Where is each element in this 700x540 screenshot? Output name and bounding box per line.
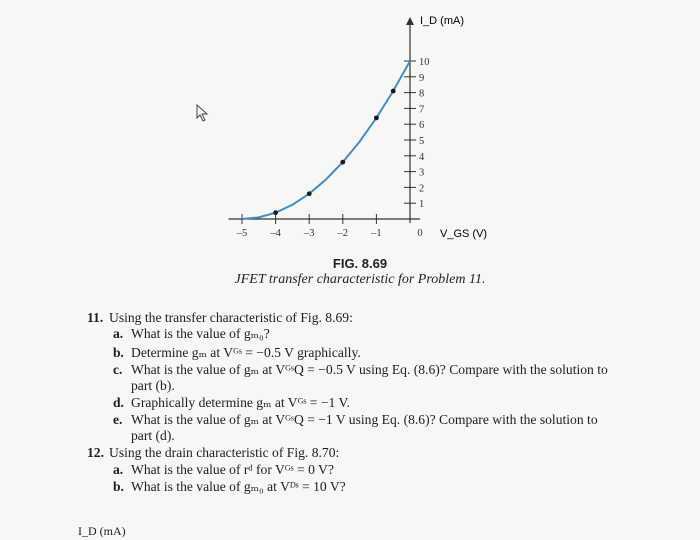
y-axis-ticks bbox=[404, 57, 430, 210]
x-tick-label: –3 bbox=[303, 228, 315, 239]
y-tick-label: 4 bbox=[419, 151, 425, 163]
subpart-letter: d. bbox=[113, 395, 124, 410]
y-tick-label: 9 bbox=[419, 72, 425, 84]
problem-11e bbox=[113, 412, 598, 428]
next-figure-axis-label: I_D (mA) bbox=[78, 524, 126, 538]
y-tick-label: 7 bbox=[419, 104, 425, 116]
problem-11c-continuation: part (b). bbox=[131, 378, 175, 393]
subpart-letter: b. bbox=[113, 345, 124, 360]
y-axis-arrow-icon bbox=[406, 17, 414, 25]
y-tick-label: 5 bbox=[419, 136, 425, 147]
problem-number: 11. bbox=[87, 310, 104, 325]
curve-marker bbox=[340, 160, 345, 165]
y-tick-label: 3 bbox=[419, 167, 425, 179]
curve-markers bbox=[273, 89, 395, 215]
subpart-text: What is the value of gₘ₀ at Vᴰˢ = 10 V? bbox=[131, 479, 346, 494]
problem-intro: Using the transfer characteristic of Fig. 8.69: bbox=[109, 310, 353, 325]
y-tick-label: 6 bbox=[419, 120, 425, 132]
subpart-text: What is the value of gₘ at VᴳˢQ = −0.5 V using Eq. (8.6)? Compare with the solution to bbox=[131, 362, 608, 377]
subpart-text: Graphically determine gₘ at Vᴳˢ = −1 V. bbox=[131, 395, 350, 410]
y-tick-label: 2 bbox=[419, 183, 425, 195]
curve-marker bbox=[374, 115, 379, 120]
x-axis-label: V_GS (V) bbox=[440, 228, 488, 240]
subpart-letter: e. bbox=[113, 412, 123, 427]
transfer-curve bbox=[242, 61, 410, 219]
x-tick-label: –2 bbox=[337, 228, 349, 239]
chart-axes bbox=[229, 17, 421, 223]
problem-11d bbox=[113, 395, 350, 411]
subpart-letter: a. bbox=[113, 462, 124, 477]
x-axis-ticks bbox=[236, 214, 423, 239]
problem-12b bbox=[113, 479, 346, 495]
problem-12 bbox=[87, 445, 339, 461]
y-tick-label: 1 bbox=[419, 199, 425, 211]
problem-11a bbox=[113, 326, 270, 342]
subpart-text: What is the value of gₘ at VᴳˢQ = −1 V using Eq. (8.6)? Compare with the solution to bbox=[131, 412, 598, 427]
problem-11 bbox=[87, 310, 353, 326]
figure-number: FIG. 8.69 bbox=[332, 256, 388, 271]
x-tick-label: –1 bbox=[371, 228, 382, 239]
y-tick-label: 8 bbox=[419, 88, 425, 100]
subpart-letter: b. bbox=[113, 479, 124, 494]
problem-11c bbox=[113, 362, 608, 378]
problem-11e-continuation: part (d). bbox=[131, 428, 175, 443]
problem-number: 12. bbox=[87, 445, 104, 460]
curve-marker bbox=[273, 210, 278, 215]
problem-12a bbox=[113, 462, 334, 478]
problem-intro: Using the drain characteristic of Fig. 8.70: bbox=[109, 445, 340, 460]
x-tick-label: –5 bbox=[236, 228, 248, 239]
y-tick-label: 10 bbox=[419, 57, 430, 68]
subpart-text: What is the value of gₘ₀? bbox=[131, 326, 270, 341]
subpart-letter: a. bbox=[113, 326, 124, 341]
problem-11b bbox=[113, 345, 361, 361]
figure-caption: JFET transfer characteristic for Problem 11. bbox=[234, 272, 486, 287]
subpart-text: Determine gₘ at Vᴳˢ = −0.5 V graphically. bbox=[131, 345, 361, 360]
x-tick-label: 0 bbox=[417, 228, 423, 239]
subpart-text: What is the value of rᵈ for Vᴳˢ = 0 V? bbox=[131, 462, 334, 477]
curve-marker bbox=[391, 89, 396, 94]
curve-marker bbox=[307, 191, 312, 196]
subpart-letter: c. bbox=[113, 362, 123, 377]
x-tick-label: –4 bbox=[270, 228, 281, 239]
y-axis-label: I_D (mA) bbox=[420, 15, 464, 27]
